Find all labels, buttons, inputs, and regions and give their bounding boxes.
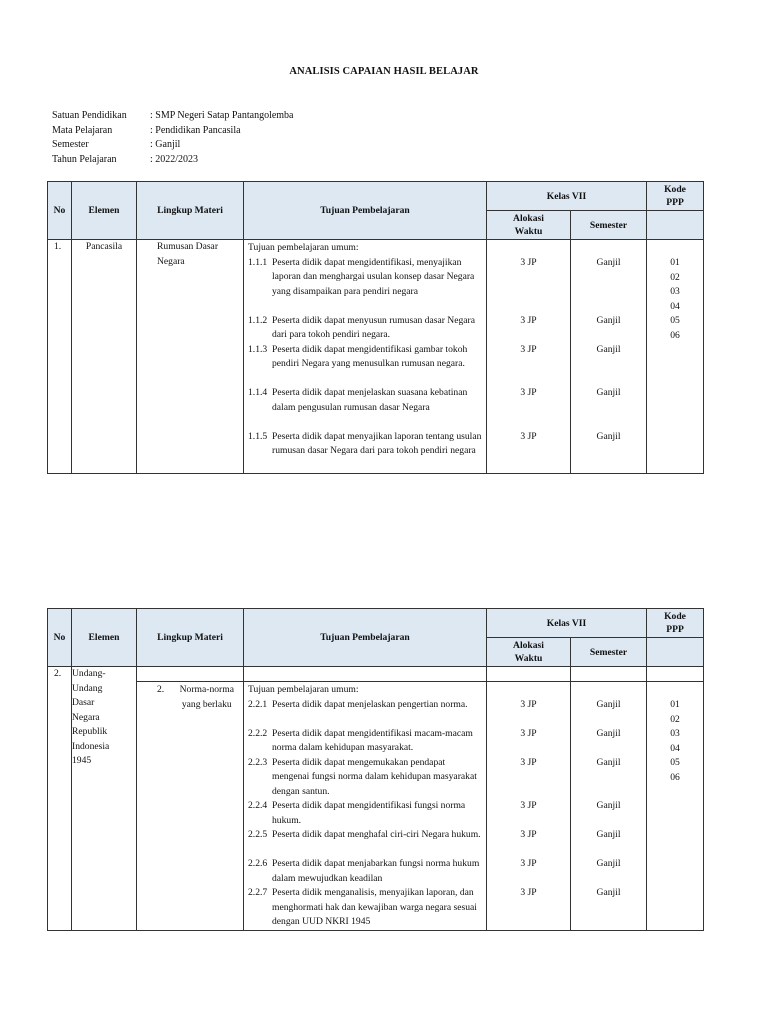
table-row — [48, 240, 704, 474]
semester-value: Ganjil — [596, 314, 621, 326]
row-elemen — [72, 667, 137, 931]
alokasi-value: 3 JP — [520, 698, 537, 710]
tp-number: 1.1.5 — [248, 430, 268, 442]
header-alokasi — [487, 211, 571, 240]
row-lingkup: Rumusan Dasar Negara — [137, 240, 244, 474]
row-elemen: Pancasila — [72, 240, 137, 474]
list-item — [248, 828, 482, 857]
alokasi-value: 3 JP — [520, 887, 537, 898]
tp-text: Peserta didik menganalisis, menyajikan laporan, dan menghormati hak dan kewajiban warga negara sesuai dengan UUD NKRI 1945 — [272, 887, 477, 927]
meta-value: : 2022/2023 — [150, 153, 198, 168]
ppp-code: 05 — [670, 757, 680, 768]
list-item — [248, 386, 482, 430]
meta-value: : Pendidikan Pancasila — [150, 124, 241, 139]
alokasi-value: 3 JP — [520, 256, 537, 268]
tp-number: 2.2.5 — [248, 829, 268, 840]
row-semester-spacer — [571, 667, 647, 682]
header-elemen: Elemen — [72, 609, 137, 667]
row-semester — [571, 682, 647, 931]
ppp-code: 01 — [670, 699, 680, 710]
row-elemen-text: Undang-Undang Dasar Negara Republik Indonesia 1945 — [72, 668, 110, 766]
row-kode-ppp — [647, 682, 704, 931]
tujuan-intro: Tujuan pembelajaran umum: — [248, 242, 359, 253]
header-kode-label: Kode PPP — [664, 611, 686, 635]
tp-number: 2.2.2 — [248, 727, 268, 739]
tp-number: 2.2.3 — [248, 756, 268, 768]
semester-value: Ganjil — [596, 858, 621, 869]
header-tujuan: Tujuan Pembelajaran — [244, 182, 487, 240]
row-no: 2. — [48, 667, 72, 931]
meta-label: Tahun Pelajaran — [52, 153, 117, 165]
lingkup-number: 2. — [157, 684, 165, 695]
row-lingkup — [137, 682, 244, 931]
header-kelas: Kelas VII — [487, 609, 647, 638]
tp-text: Peserta didik dapat mengidentifikasi macam-macam norma dalam kehidupan masyarakat. — [272, 727, 473, 753]
alokasi-value: 3 JP — [520, 430, 537, 442]
header-kode-empty — [647, 211, 704, 240]
list-item — [248, 314, 482, 343]
row-kode-spacer — [647, 667, 704, 682]
meta-label: Semester — [52, 139, 89, 150]
alokasi-value: 3 JP — [520, 756, 537, 768]
semester-value: Ganjil — [596, 829, 621, 840]
semester-value: Ganjil — [596, 387, 621, 398]
alokasi-value: 3 JP — [520, 314, 537, 326]
tp-number: 1.1.4 — [248, 387, 268, 398]
meta-row-mapel — [52, 124, 294, 139]
row-tujuan — [244, 240, 487, 474]
list-item — [248, 727, 482, 756]
semester-value: Ganjil — [596, 887, 621, 898]
list-item — [248, 799, 482, 828]
meta-row-tahun — [52, 153, 294, 168]
document-title: ANALISIS CAPAIAN HASIL BELAJAR — [289, 66, 479, 77]
row-tujuan-spacer — [244, 667, 487, 682]
tp-text: Peserta didik dapat menjelaskan pengertian norma. — [272, 698, 468, 710]
ppp-code: 04 — [670, 742, 680, 754]
tp-text: Peserta didik dapat mengemukakan pendapat mengenai fungsi norma dalam kehidupan masyarakat dengan santun. — [272, 756, 477, 797]
row-no: 1. — [48, 240, 72, 474]
ppp-code: 01 — [670, 257, 680, 268]
header-alokasi — [487, 638, 571, 667]
ppp-code: 03 — [670, 728, 680, 739]
ppp-code: 06 — [670, 771, 680, 783]
header-no: No — [48, 609, 72, 667]
meta-value: : Ganjil — [150, 138, 180, 153]
tp-text: Peserta didik dapat mengidentifikasi fungsi norma hukum. — [272, 800, 466, 826]
list-item — [248, 886, 482, 930]
header-kode — [647, 182, 704, 211]
alokasi-value: 3 JP — [520, 387, 537, 398]
alokasi-value: 3 JP — [520, 858, 537, 869]
meta-label: Satuan Pendidikan — [52, 110, 127, 121]
row-alokasi-spacer — [487, 667, 571, 682]
meta-label: Mata Pelajaran — [52, 124, 113, 136]
semester-value: Ganjil — [596, 256, 621, 268]
tp-text: Peserta didik dapat menyusun rumusan dasar Negara dari para tokoh pendiri negara. — [272, 314, 476, 340]
ppp-code: 02 — [670, 271, 680, 283]
semester-value: Ganjil — [596, 800, 621, 811]
tp-number: 1.1.1 — [248, 256, 268, 268]
tp-number: 2.2.1 — [248, 698, 268, 710]
tp-number: 2.2.6 — [248, 858, 268, 869]
header-lingkup: Lingkup Materi — [137, 609, 244, 667]
header-kode-label: Kode PPP — [664, 184, 686, 208]
tp-number: 1.1.2 — [248, 314, 268, 326]
list-item — [248, 857, 482, 886]
table-row — [48, 682, 704, 931]
header-kode-empty — [647, 638, 704, 667]
header-elemen: Elemen — [72, 182, 137, 240]
list-item — [248, 430, 482, 474]
semester-value: Ganjil — [596, 698, 621, 710]
tp-number: 2.2.4 — [248, 800, 268, 811]
list-item — [248, 256, 482, 314]
header-kelas: Kelas VII — [487, 182, 647, 211]
row-alokasi — [487, 240, 571, 474]
header-alokasi-label: Alokasi Waktu — [513, 640, 544, 664]
list-item — [248, 698, 482, 727]
alokasi-value: 3 JP — [520, 800, 537, 811]
header-alokasi-label: Alokasi Waktu — [513, 213, 544, 237]
row-lingkup-spacer — [137, 667, 244, 682]
header-semester: Semester — [571, 211, 647, 240]
tujuan-intro: Tujuan pembelajaran umum: — [248, 684, 359, 695]
semester-value: Ganjil — [596, 430, 621, 442]
tp-text: Peserta didik dapat mengidentifikasi gambar tokoh pendiri Negara yang menusulkan rumusan negara. — [272, 343, 468, 369]
ppp-code: 06 — [670, 329, 680, 341]
tp-text: Peserta didik dapat menjelaskan suasana kebatinan dalam pengusulan rumusan dasar Negara — [272, 387, 468, 413]
alokasi-value: 3 JP — [520, 829, 537, 840]
tp-text: Peserta didik dapat menyajikan laporan tentang usulan rumusan dasar Negara dari para tokoh pendiri negara — [272, 430, 482, 456]
analysis-table-1 — [47, 181, 704, 474]
alokasi-value: 3 JP — [520, 343, 537, 355]
row-kode-ppp — [647, 240, 704, 474]
header-no: No — [48, 182, 72, 240]
meta-value: : SMP Negeri Satap Pantangolemba — [150, 109, 294, 124]
semester-value: Ganjil — [596, 343, 621, 355]
tp-number: 1.1.3 — [248, 343, 268, 355]
meta-row-satuan — [52, 109, 294, 124]
list-item — [248, 343, 482, 387]
tp-number: 2.2.7 — [248, 887, 268, 898]
identity-block — [52, 109, 294, 167]
header-lingkup: Lingkup Materi — [137, 182, 244, 240]
ppp-code: 03 — [670, 286, 680, 297]
analysis-table-2 — [47, 608, 704, 931]
ppp-code: 02 — [670, 713, 680, 725]
list-item — [248, 756, 482, 800]
tp-text: Peserta didik dapat mengidentifikasi, menyajikan laporan dan menghargai usulan konsep dasar Negara yang disampaikan para pendiri negara — [272, 256, 475, 297]
semester-value: Ganjil — [596, 727, 621, 739]
header-kode — [647, 609, 704, 638]
tp-text: Peserta didik dapat menjabarkan fungsi norma hukum dalam mewujudkan keadilan — [272, 858, 480, 884]
row-semester — [571, 240, 647, 474]
row-alokasi — [487, 682, 571, 931]
meta-row-semester — [52, 138, 294, 153]
header-tujuan: Tujuan Pembelajaran — [244, 609, 487, 667]
row-tujuan — [244, 682, 487, 931]
ppp-code: 05 — [670, 315, 680, 326]
lingkup-text: Norma-norma yang berlaku — [179, 684, 234, 710]
tp-text: Peserta didik dapat menghafal ciri-ciri Negara hukum. — [272, 829, 481, 840]
alokasi-value: 3 JP — [520, 727, 537, 739]
ppp-code: 04 — [670, 300, 680, 312]
table-row-spacer — [48, 667, 704, 682]
semester-value: Ganjil — [596, 756, 621, 768]
header-semester: Semester — [571, 638, 647, 667]
